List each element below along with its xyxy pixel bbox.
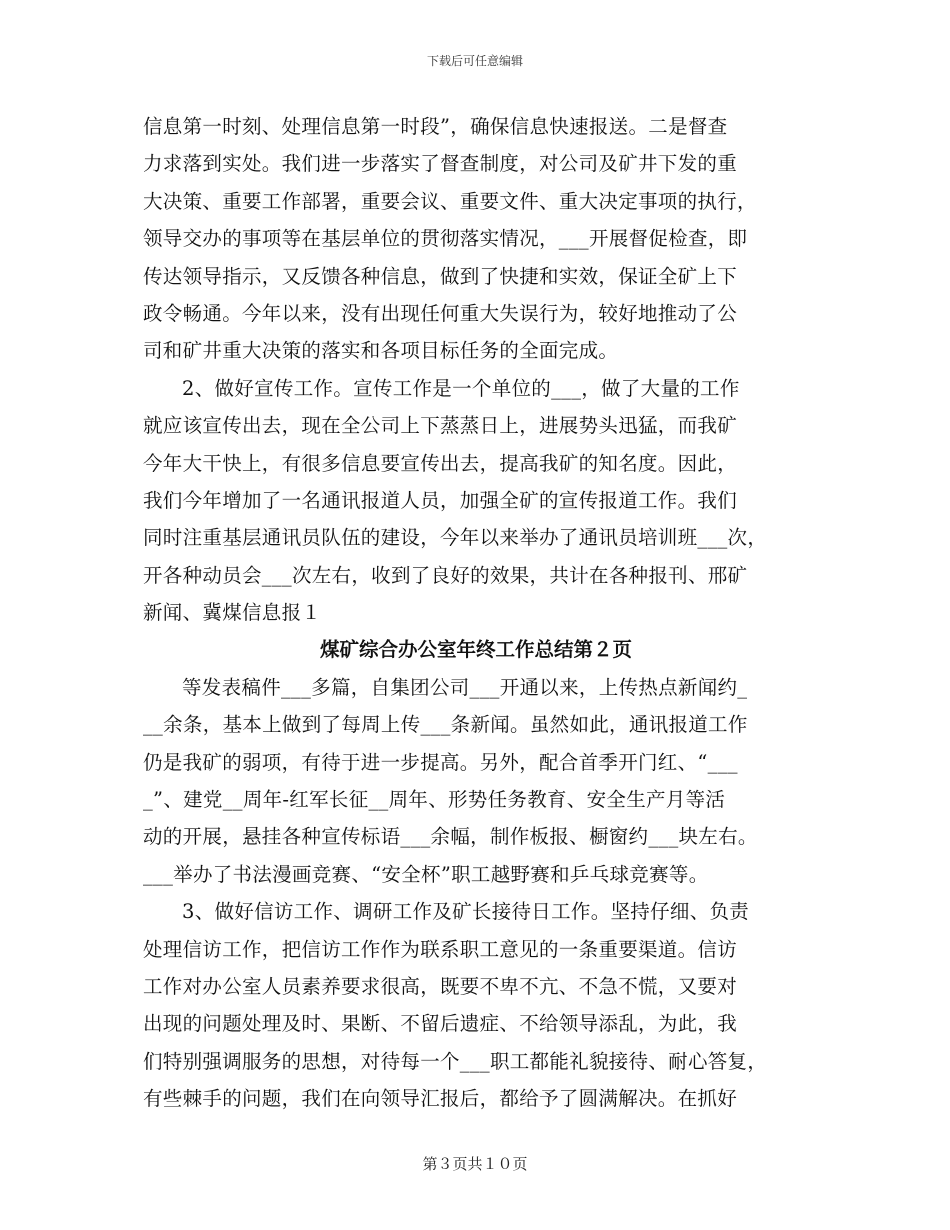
text-line: 司和矿井重大决策的落实和各项目标任务的全面完成。 bbox=[143, 339, 619, 363]
text-line: 仍是我矿的弱项，有待于进一步提高。另外，配合首季开门红、“___ bbox=[143, 750, 738, 774]
text-line: 动的开展，悬挂各种宣传标语___余幅，制作板报、橱窗约___块左右。 bbox=[143, 825, 758, 849]
text-line: 政令畅通。今年以来，没有出现任何重大失误行为，较好地推动了公 bbox=[143, 301, 738, 325]
text-line: 大决策、重要工作部署，重要会议、重要文件、重大决定事项的执行， bbox=[143, 189, 757, 213]
page-number: 第３页共１０页 bbox=[422, 1155, 528, 1173]
text-line: 同时注重基层通讯员队伍的建设，今年以来举办了通讯员培训班___次， bbox=[143, 526, 768, 550]
text-line: 新闻、冀煤信息报１ bbox=[143, 601, 322, 625]
text-line: 今年大干快上，有很多信息要宣传出去，提高我矿的知名度。因此， bbox=[143, 451, 738, 475]
text-line: 们特别强调服务的思想，对待每一个___职工都能礼貌接待、耐心答复， bbox=[143, 1049, 768, 1073]
document-body bbox=[143, 108, 811, 1118]
paragraph-block-1 bbox=[143, 108, 811, 631]
text-line: 力求落到实处。我们进一步落实了督查制度，对公司及矿井下发的重 bbox=[143, 152, 738, 176]
text-line: 处理信访工作，把信访工作作为联系职工意见的一条重要渠道。信访 bbox=[143, 937, 738, 961]
text-line: 就应该宣传出去，现在全公司上下蒸蒸日上，进展势头迅猛，而我矿 bbox=[143, 414, 738, 438]
section-title: 煤矿综合办公室年终工作总结第２页 bbox=[319, 638, 632, 662]
text-line: ___举办了书法漫画竞赛、“安全杯”职工越野赛和乒乓球竞赛等。 bbox=[143, 862, 709, 886]
text-line: __余条，基本上做到了每周上传___条新闻。虽然如此，通讯报道工作 bbox=[143, 713, 748, 737]
text-line: 领导交办的事项等在基层单位的贯彻落实情况，___开展督促检查，即 bbox=[143, 227, 748, 251]
paragraph-block-2 bbox=[143, 669, 811, 1118]
text-line: 开各种动员会___次左右，收到了良好的效果，共计在各种报刊、邢矿 bbox=[143, 563, 748, 587]
text-line: 传达领导指示，又反馈各种信息，做到了快捷和实效，保证全矿上下 bbox=[143, 264, 738, 288]
text-line: 工作对办公室人员素养要求很高，既要不卑不亢、不急不慌，又要对 bbox=[143, 974, 738, 998]
text-line: 2、做好宣传工作。宣传工作是一个单位的___，做了大量的工作 bbox=[182, 376, 740, 400]
text-line: 我们今年增加了一名通讯报道人员，加强全矿的宣传报道工作。我们 bbox=[143, 488, 738, 512]
text-line: 信息第一时刻、处理信息第一时段”，确保信息快速报送。二是督查 bbox=[143, 115, 728, 138]
text-line: 出现的问题处理及时、果断、不留后遗症、不给领导添乱，为此，我 bbox=[143, 1012, 738, 1036]
text-line: 有些棘手的问题，我们在向领导汇报后，都给予了圆满解决。在抓好 bbox=[143, 1087, 738, 1111]
header-note: 下载后可任意编辑 bbox=[426, 54, 523, 68]
text-line: 3、做好信访工作、调研工作及矿长接待日工作。坚持仔细、负责 bbox=[182, 900, 750, 924]
text-line: _”、建党__周年-红军长征__周年、形势任务教育、安全生产月等活 bbox=[143, 788, 726, 812]
text-line: 等发表稿件___多篇，自集团公司___开通以来，上传热点新闻约_ bbox=[182, 675, 748, 699]
